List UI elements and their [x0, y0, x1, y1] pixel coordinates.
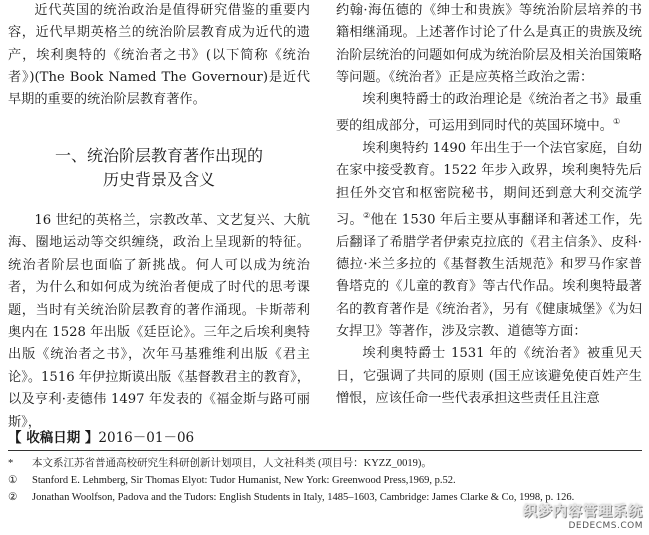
footnote-text: Jonathan Woolfson, Padova and the Tudors: English Students in Italy, 1485–1603, Cambridge: James Clarke & Co, 1998, p. 126.: [32, 492, 575, 503]
footnote-item: [8, 456, 642, 472]
received-label: 【 收稿日期 】: [8, 430, 99, 446]
footnote-text: Stanford E. Lehmberg, Sir Thomas Elyot: Tudor Humanist, New York: Greenwood Press,1969, p.52.: [32, 475, 456, 486]
right-paragraph-2: [336, 89, 642, 138]
received-date-line: [8, 426, 194, 446]
right-paragraph-3: [336, 138, 642, 343]
footnotes: [8, 456, 642, 507]
right-paragraph-3-text: 埃利奥特约 1490 年出生于一个法官家庭，自幼在家中接受教育。1522 年步入政界，埃利奥特先后担任外交官和枢密院秘书，期间还到意大利交流学习。: [336, 141, 642, 228]
section-heading-line-2: 历史背景及含义: [102, 170, 215, 189]
right-column: [336, 0, 642, 410]
footnote-mark: *: [8, 458, 14, 469]
body-paragraph: 16 世纪的英格兰，宗教改革、文艺复兴、大航海、圈地运动等交织缠绕，政治上呈现新的特征。统治者阶层也面临了新挑战。何人可以成为统治者，为什么和如何成为统治者便成了时代的思考课题，当时有关统治阶层教育的著作涌现。卡斯蒂利奥内在 1528 年出版《廷臣论》。三年之后埃利奥特出版《统治者之书》，次年马基雅维利出版《君主论》。1516 年伊拉斯谟出版《基督教君主的教育》，以及亨利·麦德伟 1497 年发表的《福金斯与路可丽斯》，: [8, 213, 310, 430]
right-paragraph-2-text: 埃利奥特爵士的政治理论是《统治者之书》最重要的组成部分，可运用到同时代的英国环境中。: [336, 92, 642, 134]
footnote-mark: ①: [8, 475, 18, 486]
footnote-ref-2: ②: [362, 211, 371, 221]
footnote-divider: [8, 450, 642, 451]
right-paragraph-4: 埃利奥特爵士 1531 年的《统治者》被重见天日，它强调了共同的原则 (国王应该避免使百姓产生憎恨，应该任命一些代表承担这些责任且注意: [336, 346, 642, 406]
right-paragraph-1: 约翰·海伍德的《绅士和贵族》等统治阶层培养的书籍相继涌现。上述著作讨论了什么是真正的贵族及统治阶层统治的问题如何成为统治阶层及相关治国策略等问题。《统治者》正是应英格兰政治之需：: [336, 3, 642, 85]
left-column: [8, 0, 310, 111]
section-heading: [8, 144, 310, 192]
footnote-mark: ②: [8, 492, 18, 503]
watermark-url: DEDECMS.COM: [568, 521, 643, 531]
received-date: 2016－01－06: [98, 430, 195, 446]
left-body: [8, 210, 310, 434]
watermark-title: 织梦内容管理系统: [523, 504, 643, 520]
section-heading-line-1: 一、统治阶层教育著作出现的: [54, 146, 263, 165]
footnote-text: 本文系江苏省普通高校研究生科研创新计划项目，人文社科类 (项目号：KYZZ_0019)。: [32, 458, 432, 469]
watermark: [523, 501, 643, 531]
intro-paragraph: 近代英国的统治政治是值得研究借鉴的重要内容，近代早期英格兰的统治阶层教育成为近代的遗产，埃利奥特的《统治者之书》(以下简称《统治者》)(The Book Named The Governour)是近代早期的重要的统治阶层教育著作。: [8, 3, 310, 108]
footnote-ref-1: ①: [612, 117, 621, 127]
footnote-item: [8, 473, 642, 489]
right-paragraph-3-cont: 他在 1530 年后主要从事翻译和著述工作，先后翻译了希腊学者伊索克拉底的《君主信条》、皮科·德拉·米兰多拉的《基督教生活规范》和罗马作家普鲁塔克的《儿童的教育》等古代作品。埃利奥特最著名的教育著作是《统治者》，另有《健康城堡》《为妇女捍卫》等著作，涉及宗教、道德等方面：: [336, 212, 643, 339]
